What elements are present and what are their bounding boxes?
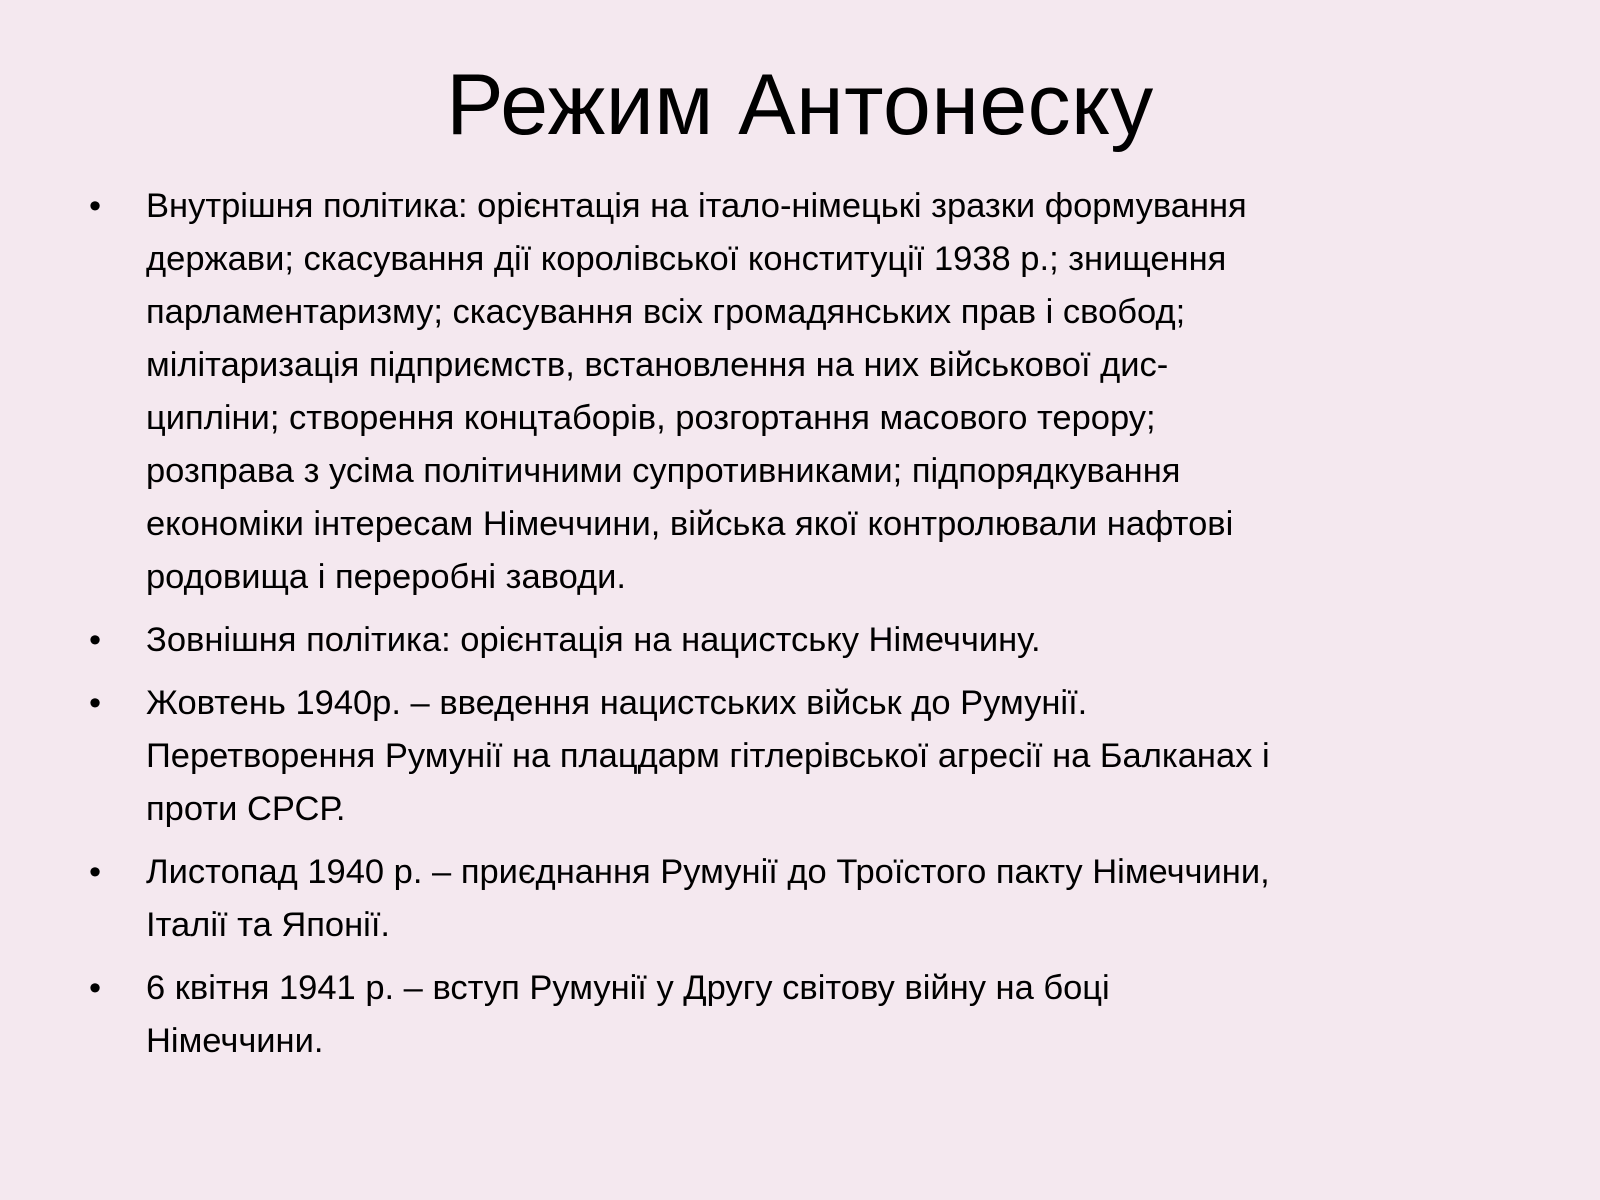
bullet-text: Внутрішня політика: орієнтація на італо-німецькі зразки формування держави; скасування дії королівської конституції 1938 р.; знищення парламентаризму; скасування всіх громадянських прав і свобод; мілітаризація підприємств, встановлення на них військової дис- ципліни; створення концтаборів, розгортання масового терору; розправа з усіма політичними супротивниками; підпорядкування економіки інтересам Німеччини, війська якої контролювали нафтові родовища і переробні заводи. <box>146 187 1247 596</box>
bullet-icon: • <box>88 969 102 1007</box>
bullet-list <box>80 180 1500 1078</box>
bullet-icon: • <box>88 187 102 225</box>
bullet-item-internal-policy <box>80 180 1500 604</box>
bullet-text: 6 квітня 1941 р. – вступ Румунії у Другу світову війну на боці Німеччини. <box>146 969 1110 1060</box>
bullet-icon: • <box>88 684 102 722</box>
bullet-item-october-1940 <box>80 677 1500 836</box>
slide-title: Режим Антонеску <box>446 57 1154 153</box>
bullet-icon: • <box>88 853 102 891</box>
bullet-item-foreign-policy <box>80 614 1500 667</box>
bullet-text: Зовнішня політика: орієнтація на нацистську Німеччину. <box>146 621 1041 659</box>
bullet-item-april-1941 <box>80 962 1500 1068</box>
bullet-icon: • <box>88 621 102 659</box>
bullet-text: Жовтень 1940р. – введення нацистських військ до Румунії. Перетворення Румунії на плацдарм гітлерівської агресії на Балканах і проти СРСР. <box>146 684 1270 828</box>
bullet-item-november-1940 <box>80 846 1500 952</box>
bullet-text: Листопад 1940 р. – приєднання Румунії до Троїстого пакту Німеччини, Італії та Японії. <box>146 853 1270 944</box>
